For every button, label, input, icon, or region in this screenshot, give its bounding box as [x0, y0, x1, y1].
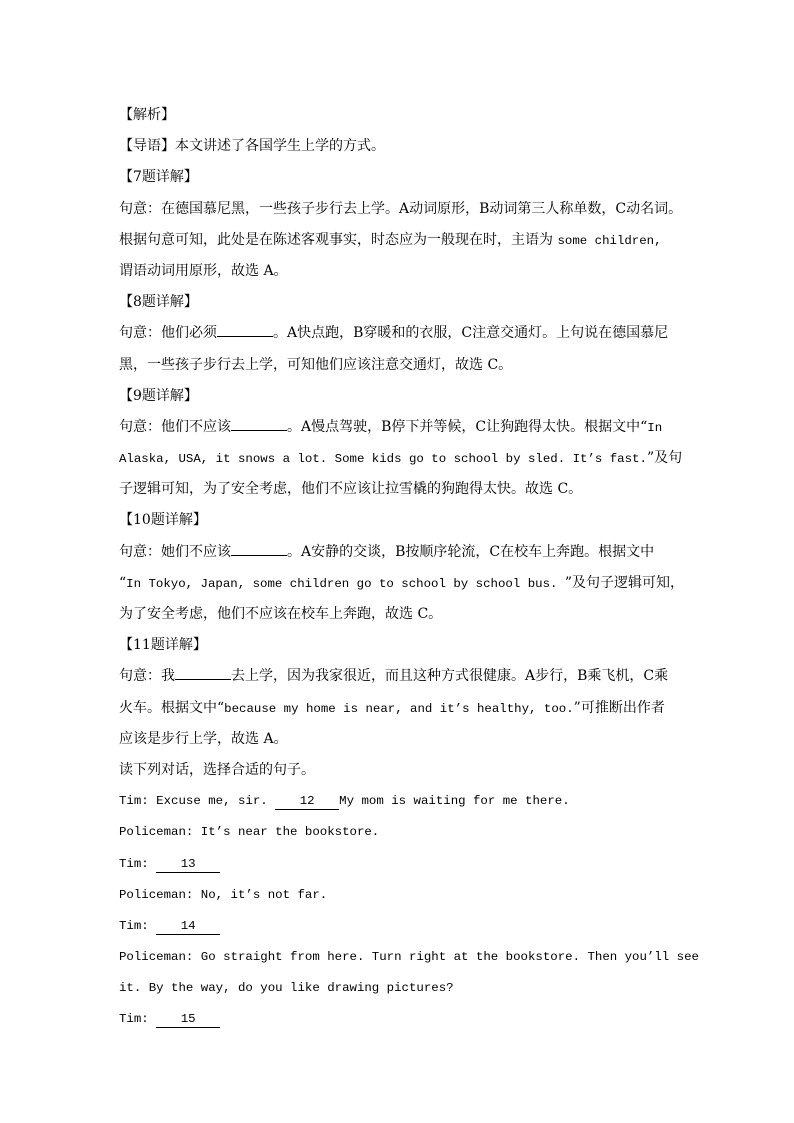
dialogue-line-1-end: My mom is waiting for me there. [339, 794, 570, 809]
q11-line-1-end: 去上学，因为我家很近，而且这种方式很健康。A步行，B乘飞机，C乘 [231, 668, 669, 685]
q11-line-2 [119, 693, 689, 724]
q11-line-1 [119, 661, 689, 692]
q10-line-2-end: ”及句子逻辑可知， [564, 574, 685, 591]
q9-line-1-mid: 。A慢点驾驶，B停下并等候，C让狗跑得太快。根据文中“ [287, 418, 648, 435]
q9-line-3: 子逻辑可知，为了安全考虑，他们不应该让拉雪橇的狗跑得太快。故选 C。 [119, 481, 583, 498]
q7-line-2-text: 根据句意可知，此处是在陈述客观事实，时态应为一般现在时，主语为 [119, 231, 558, 248]
q11-blank [175, 664, 231, 680]
q9-line-2 [119, 443, 689, 474]
q8-line-1-end: 。A快点跑，B穿暖和的衣服，C注意交通灯。上句说在德国慕尼 [273, 325, 669, 342]
dialogue-instruction: 读下列对话，选择合适的句子。 [119, 761, 315, 778]
q10-line-1-start: 句意：她们不应该 [119, 543, 231, 560]
q11-line-2-start: 火车。根据文中“ [119, 699, 225, 716]
q10-line-3: 为了安全考虑，他们不应该在校车上奔跑，故选 C。 [119, 606, 443, 622]
blank-12: 12 [275, 794, 339, 810]
q9-line-2-end: ”及句 [646, 450, 683, 467]
q8-blank [217, 321, 273, 337]
blank-14: 14 [156, 919, 220, 935]
q9-line-1-english: In [647, 420, 663, 435]
q11-heading: 【11题详解】 [119, 637, 207, 654]
document-content [119, 100, 699, 1036]
dialogue-speaker-tim: Tim: [119, 856, 157, 871]
q10-line-2-english: In Tokyo, Japan, some children go to school by school bus. [126, 576, 565, 591]
q9-heading: 【9题详解】 [119, 387, 198, 404]
q8-heading: 【8题详解】 [119, 294, 198, 311]
dialogue-line-6: Policeman: Go straight from here. Turn right at the bookstore. Then you’ll see [119, 950, 699, 965]
q11-line-1-start: 句意：我 [119, 668, 175, 685]
blank-13: 13 [156, 857, 220, 873]
q9-line-2-english: Alaska, USA, it snows a lot. Some kids go to school by sled. It’s fast. [119, 452, 647, 467]
dialogue-line-4: Policeman: No, it’s not far. [119, 887, 328, 902]
q7-line-1: 句意：在德国慕尼黑，一些孩子步行去上学。A动词原形，B动词第三人称单数，C动名词。 [119, 200, 683, 217]
dialogue-speaker-tim: Tim: Excuse me, sir. [119, 794, 276, 809]
q10-line-1 [119, 537, 689, 568]
q7-line-2-english: some children, [557, 233, 662, 248]
q11-line-2-end: ”可推断出作者 [573, 699, 665, 716]
q9-blank [231, 415, 287, 431]
q9-line-1 [119, 412, 689, 443]
q8-line-1 [119, 318, 689, 349]
blank-15: 15 [156, 1012, 220, 1028]
q10-line-2 [119, 568, 689, 599]
dialogue-line-5 [119, 911, 689, 942]
guide-text: 【导语】本文讲述了各国学生上学的方式。 [119, 138, 385, 155]
q8-line-2: 黑，一些孩子步行去上学，可知他们应该注意交通灯，故选 C。 [119, 356, 513, 373]
q10-heading: 【10题详解】 [119, 512, 207, 529]
q7-heading: 【7题详解】 [119, 169, 198, 186]
dialogue-speaker-tim: Tim: [119, 918, 157, 933]
dialogue-line-2: Policeman: It’s near the bookstore. [119, 825, 380, 840]
analysis-label: 【解析】 [119, 107, 175, 123]
q10-line-1-end: 。A安静的交谈，B按顺序轮流，C在校车上奔跑。根据文中 [287, 543, 655, 560]
q9-line-1-start: 句意：他们不应该 [119, 418, 231, 435]
dialogue-line-1 [119, 786, 689, 817]
dialogue-line-3 [119, 849, 689, 880]
q11-line-3: 应该是步行上学，故选 A。 [119, 730, 288, 747]
q7-line-2 [119, 225, 689, 256]
dialogue-speaker-tim: Tim: [119, 1012, 157, 1027]
dialogue-line-7: it. By the way, do you like drawing pictures? [119, 981, 454, 996]
q10-line-2-quote: “ [119, 574, 127, 591]
dialogue-line-8 [119, 1004, 689, 1035]
q10-blank [231, 540, 287, 556]
q11-line-2-english: because my home is near, and it’s healthy, too. [224, 701, 574, 716]
q8-line-1-start: 句意：他们必须 [119, 325, 217, 342]
q7-line-3: 谓语动词用原形，故选 A。 [119, 262, 288, 279]
